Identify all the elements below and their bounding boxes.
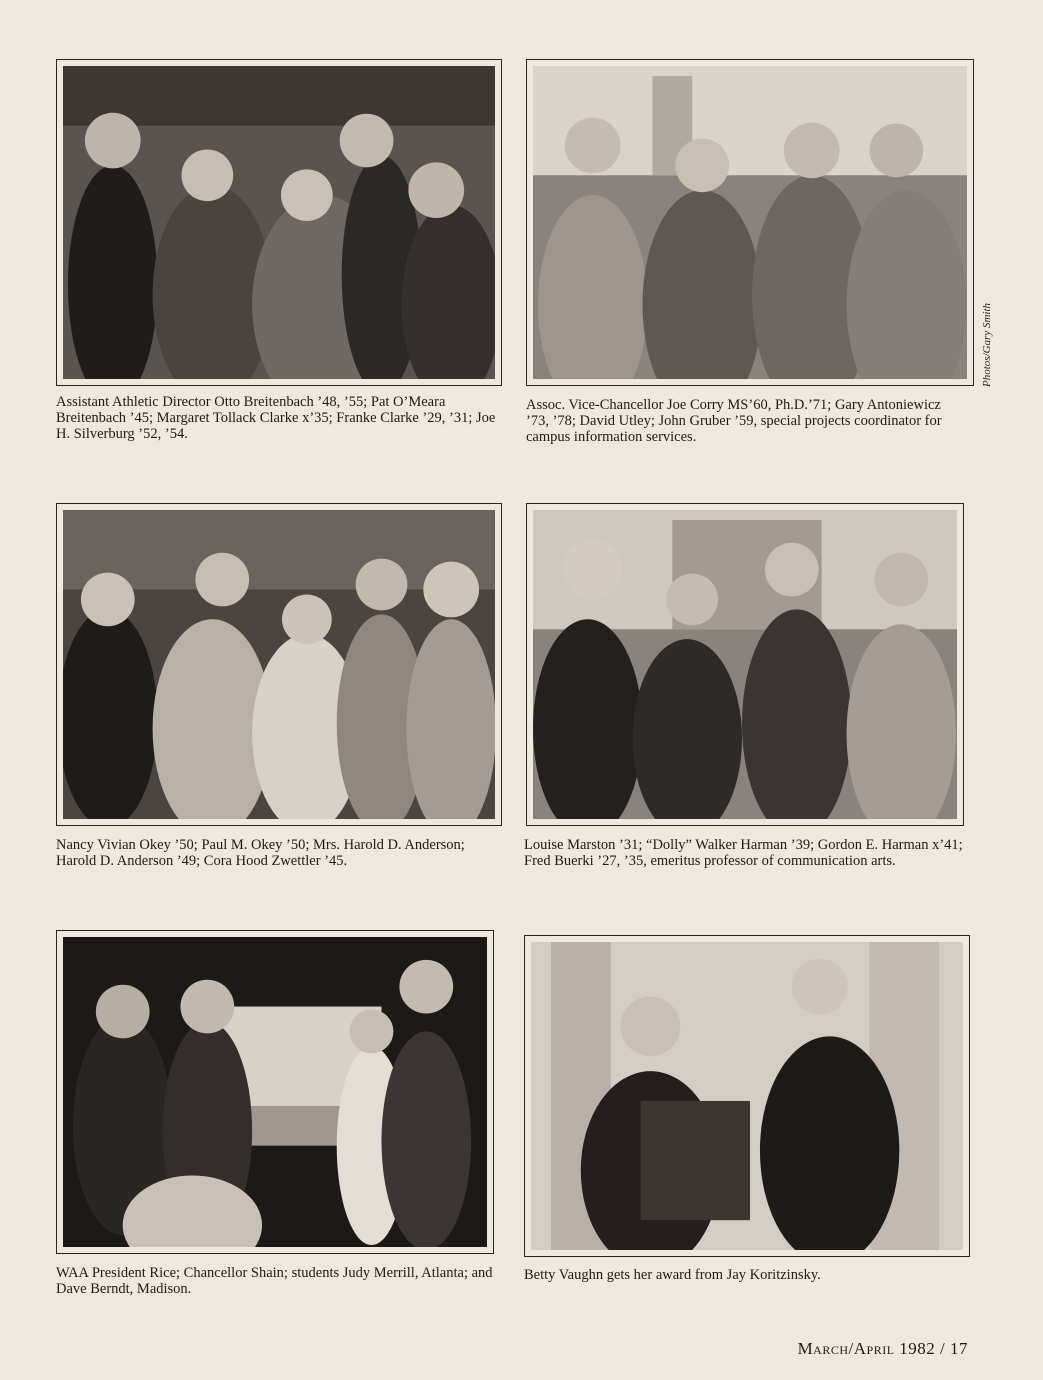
photo-4-frame [526,503,964,826]
photo-1-caption: Assistant Athletic Director Otto Breitenbach ’48, ’55; Pat O’Meara Breitenbach ’45; Margaret Tollack Clarke x’35; Franke Clarke ’29, ’31; Joe H. Silverburg ’52, ’54. [56,394,496,442]
photo-2-image [533,66,967,379]
photo-2-caption: Assoc. Vice-Chancellor Joe Corry MS’60, Ph.D.’71; Gary Antoniewicz ’73, ’78; David Utley; John Gruber ’59, special projects coordinator for campus information services. [526,397,942,445]
photo-5-image [63,937,487,1247]
photo-credit: Photos/Gary Smith [981,302,993,388]
photo-6-frame [524,935,970,1257]
photo-4-caption: Louise Marston ’31; “Dolly” Walker Harman ’39; Gordon E. Harman x’41; Fred Buerki ’27, ’35, emeritus professor of communication arts. [524,837,963,869]
photo-6-image [531,942,963,1250]
photo-5-caption: WAA President Rice; Chancellor Shain; students Judy Merrill, Atlanta; and Dave Berndt, Madison. [56,1265,493,1297]
photo-2-frame [526,59,974,386]
photo-6-caption: Betty Vaughn gets her award from Jay Koritzinsky. [524,1267,821,1283]
page-folio: March/April 1982 / 17 [797,1339,968,1358]
photo-3-frame [56,503,502,826]
photo-1-image [63,66,495,379]
photo-4-image [533,510,957,819]
photo-3-image [63,510,495,819]
photo-1-frame [56,59,502,386]
photo-3-caption: Nancy Vivian Okey ’50; Paul M. Okey ’50; Mrs. Harold D. Anderson; Harold D. Anderson ’49; Cora Hood Zwettler ’45. [56,837,465,869]
photo-5-frame [56,930,494,1254]
